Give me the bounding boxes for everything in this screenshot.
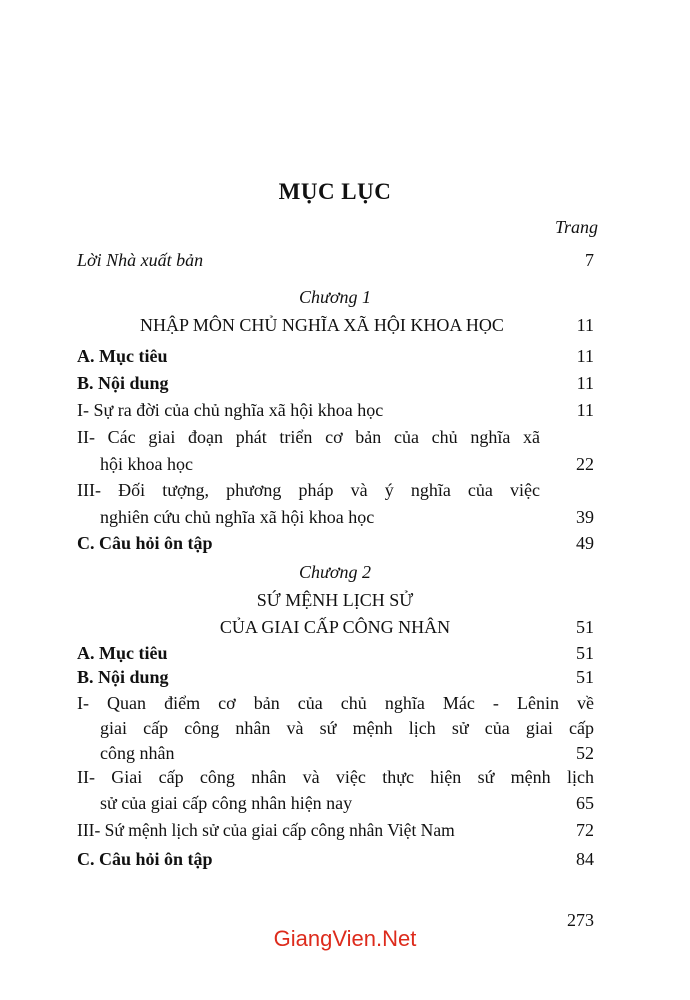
chapter2-title-page: 51 bbox=[576, 617, 594, 637]
ch2-ii-line2: sử của giai cấp công nhân hiện nay bbox=[100, 793, 353, 813]
ch1-b-page: 11 bbox=[576, 373, 594, 393]
ch1-a-label: A. Mục tiêu bbox=[77, 346, 168, 366]
chapter2-title-line2: CỦA GIAI CẤP CÔNG NHÂN bbox=[219, 617, 451, 637]
trang-label: Trang bbox=[554, 217, 598, 237]
ch2-ii-page: 65 bbox=[576, 793, 594, 813]
ch2-i-line1: I- Quan điểm cơ bản của chủ nghĩa Mác - Lênin về bbox=[77, 693, 594, 713]
ch1-iii-page: 39 bbox=[576, 507, 594, 527]
ch2-i-line3: công nhân bbox=[100, 743, 175, 763]
ch1-i-page: 11 bbox=[576, 400, 594, 420]
ch2-iii-line1: III- Sứ mệnh lịch sử của giai cấp công nhân Việt Nam bbox=[77, 820, 455, 840]
chapter2-heading: Chương 2 bbox=[299, 562, 371, 582]
ch2-c-page: 84 bbox=[576, 849, 594, 869]
ch1-ii-line2: hội khoa học bbox=[100, 454, 193, 474]
ch1-a-page: 11 bbox=[576, 346, 594, 366]
chapter1-title-page: 11 bbox=[576, 315, 594, 335]
ch1-c-label: C. Câu hỏi ôn tập bbox=[77, 533, 213, 553]
chapter2-title-line1: SỨ MỆNH LỊCH SỬ bbox=[256, 590, 414, 610]
ch1-b-label: B. Nội dung bbox=[77, 373, 169, 393]
chapter1-title: NHẬP MÔN CHỦ NGHĨA XÃ HỘI KHOA HỌC bbox=[140, 315, 504, 335]
ch1-ii-page: 22 bbox=[576, 454, 594, 474]
ch1-iii-line2: nghiên cứu chủ nghĩa xã hội khoa học bbox=[100, 507, 375, 527]
ch2-i-line2: giai cấp công nhân và sứ mệnh lịch sử của giai cấp bbox=[100, 718, 594, 738]
ch2-a-label: A. Mục tiêu bbox=[77, 643, 168, 663]
chapter1-heading: Chương 1 bbox=[299, 287, 371, 307]
watermark: GiangVien.Net bbox=[273, 926, 417, 951]
toc-title: MỤC LỤC bbox=[278, 179, 392, 204]
ch1-iii-line1: III- Đối tượng, phương pháp và ý nghĩa của việc bbox=[77, 480, 540, 500]
ch1-c-page: 49 bbox=[576, 533, 594, 553]
ch2-iii-page: 72 bbox=[576, 820, 594, 840]
page-number: 273 bbox=[567, 910, 594, 930]
ch2-i-page: 52 bbox=[576, 743, 594, 763]
preface-page: 7 bbox=[585, 250, 594, 270]
ch2-b-label: B. Nội dung bbox=[77, 667, 169, 687]
ch1-ii-line1: II- Các giai đoạn phát triển cơ bản của chủ nghĩa xã bbox=[77, 427, 540, 447]
ch1-i-line1: I- Sự ra đời của chủ nghĩa xã hội khoa học bbox=[77, 400, 384, 420]
ch2-b-page: 51 bbox=[576, 667, 594, 687]
ch2-ii-line1: II- Giai cấp công nhân và việc thực hiện sứ mệnh lịch bbox=[77, 767, 594, 787]
preface-label: Lời Nhà xuất bản bbox=[77, 250, 204, 270]
ch2-a-page: 51 bbox=[576, 643, 594, 663]
ch2-c-label: C. Câu hỏi ôn tập bbox=[77, 849, 213, 869]
